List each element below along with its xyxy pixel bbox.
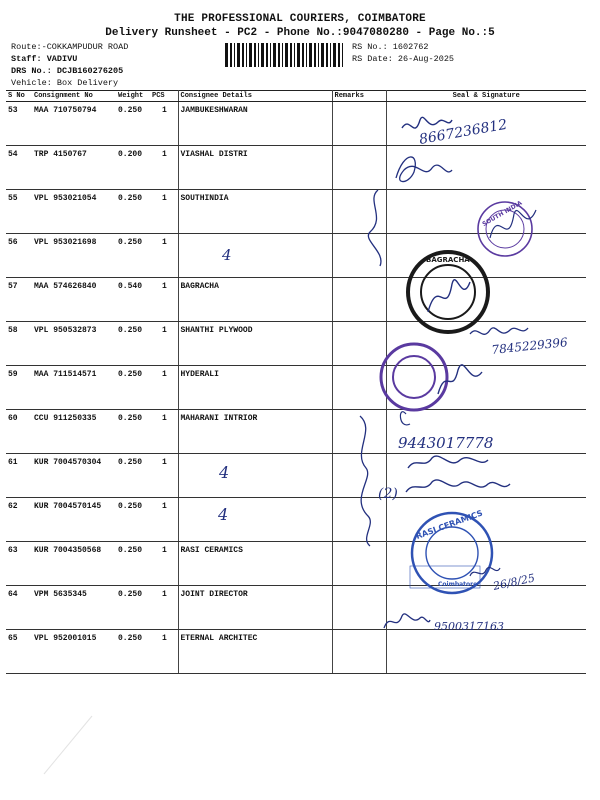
scan-smudge (44, 716, 92, 774)
barcode-icon (225, 43, 347, 67)
header-remarks: Remarks (332, 91, 386, 102)
handwritten-circle-mark: (2) (378, 486, 398, 502)
stamp-text-south-india: SOUTH INDIA (481, 199, 524, 228)
cell-sno: 65 (6, 630, 32, 674)
cell-remarks (332, 366, 386, 410)
cell-remarks (332, 322, 386, 366)
cell-pcs: 1 (150, 454, 178, 498)
barcode-bar (254, 43, 256, 67)
cell-weight: 0.200 (116, 146, 150, 190)
barcode-bar (246, 43, 247, 67)
cell-consignment: MAA 711514571 (32, 366, 116, 410)
cell-weight: 0.250 (116, 630, 150, 674)
table-row (6, 102, 586, 146)
table-row (6, 322, 586, 366)
cell-consignment: MAA 710750794 (32, 102, 116, 146)
barcode-bar (326, 43, 328, 67)
cell-sno: 63 (6, 542, 32, 586)
cell-consignment: VPL 950532873 (32, 322, 116, 366)
cell-sno: 64 (6, 586, 32, 630)
cell-consignment: KUR 7004350568 (32, 542, 116, 586)
company-name: THE PROFESSIONAL COURIERS, COIMBATORE (174, 13, 426, 25)
handwritten-mark-62: 4 (218, 505, 229, 524)
cell-remarks (332, 146, 386, 190)
handwritten-stamp-date: 26/8/25 (491, 571, 537, 593)
barcode-bar (278, 43, 280, 67)
cell-pcs: 1 (150, 234, 178, 278)
handwritten-phone-61: 9443017778 (398, 434, 494, 452)
handwritten-phone-65: 9500317163 (434, 620, 504, 633)
cell-pcs: 1 (150, 410, 178, 454)
cell-remarks (332, 278, 386, 322)
cell-consignee: SOUTHINDIA (178, 190, 332, 234)
cell-consignee: VIASHAL DISTRI (178, 146, 332, 190)
table-row (6, 146, 586, 190)
cell-weight: 0.250 (116, 102, 150, 146)
cell-consignee (178, 234, 332, 278)
table-header-row (6, 91, 586, 102)
header-seal: Seal & Signature (386, 91, 586, 102)
header-consignee: Consignee Details (178, 91, 332, 102)
barcode-bar (321, 43, 324, 67)
header-pcs: PCS (150, 91, 178, 102)
cell-weight: 0.250 (116, 454, 150, 498)
cell-pcs: 1 (150, 190, 178, 234)
cell-consignment: VPL 953021698 (32, 234, 116, 278)
barcode-bar (234, 43, 235, 67)
cell-pcs: 1 (150, 278, 178, 322)
table-row (6, 278, 586, 322)
handwritten-phone-59: 7845229396 (490, 335, 569, 357)
cell-remarks (332, 498, 386, 542)
cell-consignment: CCU 911250335 (32, 410, 116, 454)
cell-seal (386, 454, 586, 498)
stamp-text-bagracha: BAGRACHA (426, 256, 470, 264)
cell-consignment: KUR 7004570145 (32, 498, 116, 542)
barcode-bar (338, 43, 340, 67)
cell-remarks (332, 102, 386, 146)
cell-consignment: MAA 574626840 (32, 278, 116, 322)
cell-remarks (332, 190, 386, 234)
cell-consignee: MAHARANI INTRIOR (178, 410, 332, 454)
cell-weight: 0.250 (116, 410, 150, 454)
cell-sno: 53 (6, 102, 32, 146)
cell-remarks (332, 234, 386, 278)
cell-consignee: BAGRACHA (178, 278, 332, 322)
cell-weight: 0.250 (116, 322, 150, 366)
cell-sno: 57 (6, 278, 32, 322)
cell-weight: 0.250 (116, 542, 150, 586)
table-row (6, 190, 586, 234)
drs-number: DRS No.: DCJB160276205 (11, 66, 124, 76)
cell-remarks (332, 410, 386, 454)
cell-seal (386, 146, 586, 190)
cell-seal (386, 586, 586, 630)
barcode-bar (242, 43, 244, 67)
cell-sno: 58 (6, 322, 32, 366)
cell-consignment: VPM 5635345 (32, 586, 116, 630)
table-row (6, 410, 586, 454)
vehicle-label: Vehicle: Box Delivery (11, 78, 119, 88)
table-row (6, 586, 586, 630)
cell-seal (386, 542, 586, 586)
header-sno: S No (6, 91, 32, 102)
header-consignment: Consignment No (32, 91, 116, 102)
table-row (6, 366, 586, 410)
barcode-bar (306, 43, 307, 67)
cell-pcs: 1 (150, 322, 178, 366)
route-label: Route:-COKKAMPUDUR ROAD (11, 42, 129, 52)
barcode-bar (314, 43, 316, 67)
runsheet-subtitle: Delivery Runsheet - PC2 - Phone No.:9047080280 - Page No.:5 (105, 27, 495, 39)
cell-consignee (178, 498, 332, 542)
cell-weight: 0.250 (116, 498, 150, 542)
cell-pcs: 1 (150, 366, 178, 410)
barcode-bar (266, 43, 268, 67)
barcode-bar (249, 43, 252, 67)
cell-consignee (178, 454, 332, 498)
stamp-text-coimbatore: Coimbatore (438, 581, 478, 588)
barcode-bar (330, 43, 331, 67)
staff-label: Staff: VADIVU (11, 54, 78, 64)
barcode-bar (225, 43, 228, 67)
cell-seal (386, 366, 586, 410)
barcode-bar (261, 43, 264, 67)
cell-consignee: JOINT DIRECTOR (178, 586, 332, 630)
cell-weight: 0.250 (116, 190, 150, 234)
handwritten-phone-53: 8667236812 (417, 116, 509, 148)
cell-seal (386, 410, 586, 454)
cell-sno: 61 (6, 454, 32, 498)
barcode-bar (270, 43, 271, 67)
cell-sno: 62 (6, 498, 32, 542)
barcode-bar (342, 43, 343, 67)
table-row (6, 542, 586, 586)
handwritten-mark-56: 4 (222, 246, 232, 264)
cell-sno: 59 (6, 366, 32, 410)
rs-number: RS No.: 1602762 (352, 42, 429, 52)
barcode-bar (318, 43, 319, 67)
barcode-bar (297, 43, 300, 67)
cell-consignment: TRP 4150767 (32, 146, 116, 190)
barcode-bar (333, 43, 336, 67)
table-row (6, 630, 586, 674)
barcode-bar (237, 43, 240, 67)
cell-pcs: 1 (150, 498, 178, 542)
handwritten-mark-61: 4 (219, 463, 230, 482)
barcode-bar (302, 43, 304, 67)
cell-remarks (332, 586, 386, 630)
cell-seal (386, 190, 586, 234)
cell-seal (386, 102, 586, 146)
cell-weight: 0.540 (116, 278, 150, 322)
cell-remarks (332, 454, 386, 498)
cell-pcs: 1 (150, 586, 178, 630)
cell-consignment: VPL 952001015 (32, 630, 116, 674)
cell-consignee: ETERNAL ARCHITEC (178, 630, 332, 674)
barcode-bar (294, 43, 295, 67)
cell-seal (386, 630, 586, 674)
cell-seal (386, 278, 586, 322)
cell-sno: 56 (6, 234, 32, 278)
barcode-bar (273, 43, 276, 67)
barcode-bar (285, 43, 288, 67)
table-row (6, 454, 586, 498)
cell-consignee: SHANTHI PLYWOOD (178, 322, 332, 366)
cell-remarks (332, 542, 386, 586)
table-row (6, 234, 586, 278)
cell-weight: 0.250 (116, 234, 150, 278)
cell-pcs: 1 (150, 630, 178, 674)
cell-weight: 0.250 (116, 586, 150, 630)
runsheet-table (6, 90, 586, 674)
cell-seal (386, 498, 586, 542)
barcode-bar (290, 43, 292, 67)
header-weight: Weight (116, 91, 150, 102)
cell-pcs: 1 (150, 102, 178, 146)
barcode-bar (258, 43, 259, 67)
cell-consignee: RASI CERAMICS (178, 542, 332, 586)
cell-sno: 54 (6, 146, 32, 190)
cell-consignment: VPL 953021054 (32, 190, 116, 234)
cell-consignment: KUR 7004570304 (32, 454, 116, 498)
barcode-bar (282, 43, 283, 67)
cell-pcs: 1 (150, 146, 178, 190)
barcode-bar (230, 43, 232, 67)
cell-weight: 0.250 (116, 366, 150, 410)
cell-consignee: HYDERALI (178, 366, 332, 410)
cell-seal (386, 234, 586, 278)
stamp-text-rasi: RASI CERAMICS (414, 508, 484, 541)
barcode-bar (309, 43, 312, 67)
cell-seal (386, 322, 586, 366)
table-row (6, 498, 586, 542)
rs-date: RS Date: 26-Aug-2025 (352, 54, 455, 64)
cell-pcs: 1 (150, 542, 178, 586)
cell-consignee: JAMBUKESHWARAN (178, 102, 332, 146)
cell-sno: 55 (6, 190, 32, 234)
cell-sno: 60 (6, 410, 32, 454)
cell-remarks (332, 630, 386, 674)
